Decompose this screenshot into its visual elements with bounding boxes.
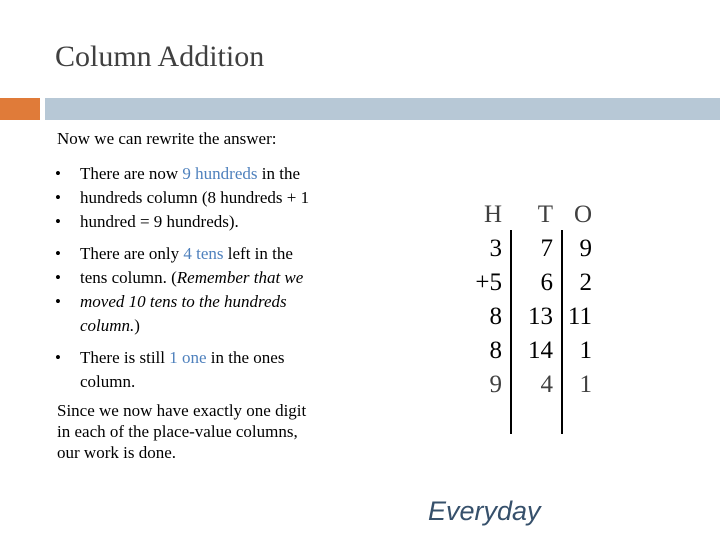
- addition-cell: 4: [540, 371, 553, 398]
- bullet-dot-icon: •: [55, 348, 61, 367]
- bullet-line: [80, 290, 365, 314]
- addition-cell: 1: [579, 337, 592, 364]
- accent-bar-orange: [0, 98, 40, 120]
- column-divider-ht: [510, 230, 512, 434]
- addition-cell: 11: [567, 303, 592, 330]
- bullet-text-segment: left in the: [223, 244, 293, 263]
- bullet-list: [55, 162, 365, 394]
- bullet-line: [80, 314, 365, 338]
- bullet-text-segment: Remember that we: [176, 268, 304, 287]
- bullet-item: [55, 162, 365, 234]
- bullet-dot-icon: •: [55, 244, 61, 263]
- bullet-dot-icon: •: [55, 268, 61, 287]
- accent-bar-gray: [45, 98, 720, 120]
- bullet-text-segment: hundred = 9 hundreds).: [80, 212, 239, 231]
- bullet-text-segment: 4 tens: [183, 244, 224, 263]
- addition-cell: 6: [540, 269, 553, 296]
- intro-text: Now we can rewrite the answer:: [57, 129, 277, 148]
- bullet-dot-icon: •: [55, 164, 61, 183]
- bullet-line: [80, 162, 365, 186]
- bullet-dot-icon: •: [55, 188, 61, 207]
- addition-grid: [450, 192, 610, 442]
- bullet-text-segment: in the ones: [206, 348, 285, 367]
- closing-line: our work is done.: [57, 443, 176, 462]
- bullet-line: [80, 242, 365, 266]
- column-header: H: [483, 201, 502, 228]
- bullet-text-segment: 1 one: [169, 348, 207, 367]
- bullet-dot-icon: •: [55, 292, 61, 311]
- bullet-text-segment: moved 10 tens to the hundreds: [80, 292, 287, 311]
- addition-cell: +5: [475, 269, 502, 296]
- addition-cell: 14: [528, 337, 553, 364]
- everyday-logo: Everyday: [428, 496, 541, 526]
- addition-cell: 9: [579, 235, 592, 262]
- addition-cell: 9: [489, 371, 502, 398]
- bullet-text-segment: There is still: [80, 348, 170, 367]
- bullet-line: [80, 346, 365, 370]
- bullet-line: [80, 370, 365, 394]
- closing-line: Since we now have exactly one digit: [57, 401, 307, 420]
- bullet-line: [80, 210, 365, 234]
- bullet-text-segment: tens column. (: [80, 268, 177, 287]
- bullet-text-segment: column.: [80, 372, 136, 391]
- bullet-text-segment: There are now: [80, 164, 183, 183]
- bullet-text-segment: in the: [257, 164, 300, 183]
- closing-line: in each of the place-value columns,: [57, 422, 298, 441]
- addition-cell: 7: [540, 235, 553, 262]
- closing-text: [57, 400, 306, 463]
- bullet-line: [80, 266, 365, 290]
- bullet-text-segment: There are only: [80, 244, 184, 263]
- addition-cell: 1: [579, 371, 592, 398]
- bullet-text-segment: 9 hundreds: [182, 164, 258, 183]
- bullet-dot-icon: •: [55, 212, 61, 231]
- column-header: T: [537, 201, 553, 228]
- bullet-text-segment: column.: [80, 316, 135, 335]
- addition-cell: 3: [489, 235, 502, 262]
- bullet-line: [80, 186, 365, 210]
- bullet-text-segment: hundreds column (8 hundreds + 1: [80, 188, 310, 207]
- addition-cell: 13: [528, 303, 553, 330]
- addition-cell: 8: [489, 303, 502, 330]
- addition-cell: 8: [489, 337, 502, 364]
- bullet-text-segment: ): [134, 316, 140, 335]
- addition-cell: 2: [579, 269, 592, 296]
- column-header: O: [573, 201, 592, 228]
- slide-title: Column Addition: [55, 40, 265, 73]
- bullet-item: [55, 242, 365, 338]
- bullet-item: [55, 346, 365, 394]
